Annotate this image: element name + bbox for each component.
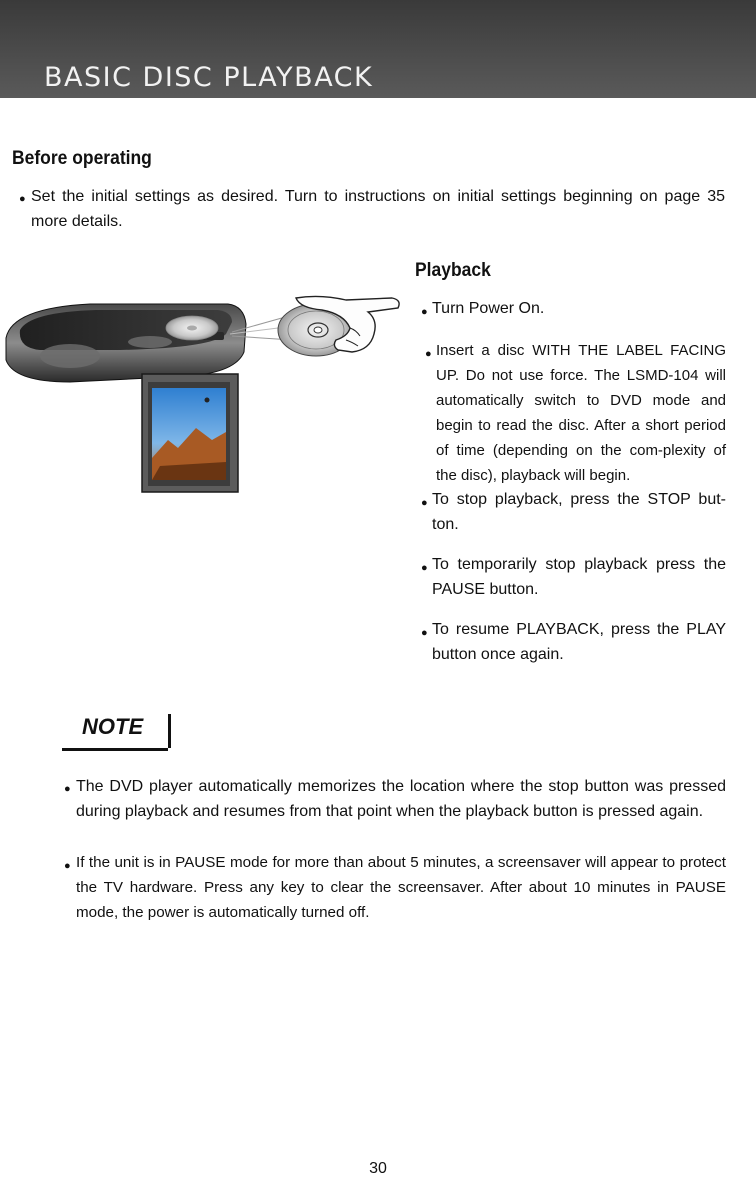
bullet-icon: ● — [421, 306, 428, 318]
note-item-screensaver: If the unit is in PAUSE mode for more than about 5 minutes, a screensaver will appear to protect the TV hardware. Press any key to clear the screensaver. After about 10 minutes in PAUSE mode, the power is automatically turned off. — [76, 854, 726, 921]
note-label-box — [62, 714, 168, 751]
playback-item-pause: To temporarily stop playback press the PAUSE button. — [432, 556, 726, 598]
page-header — [0, 0, 756, 98]
playback-item-stop: To stop playback, press the STOP but-ton. — [432, 491, 726, 533]
bullet-icon: ● — [421, 562, 428, 574]
bullet-icon: ● — [421, 627, 428, 639]
bullet-icon: ● — [64, 783, 71, 795]
bullet-icon: ● — [421, 497, 428, 509]
note-label: NOTE — [82, 714, 144, 739]
before-operating-heading: Before operating — [12, 148, 152, 169]
before-operating-text: Set the initial settings as desired. Turn to instructions on initial settings beginning on page 35 more details. — [31, 188, 725, 230]
playback-item-power: Turn Power On. — [432, 300, 545, 317]
page-number: 30 — [369, 1160, 387, 1177]
playback-heading: Playback — [415, 260, 491, 281]
dvd-player-illustration — [0, 290, 404, 505]
bullet-icon: ● — [425, 348, 432, 360]
page-title: BASIC DISC PLAYBACK — [44, 62, 374, 93]
bullet-icon: ● — [64, 860, 71, 872]
playback-item-insert-disc: Insert a disc WITH THE LABEL FACING UP. Do not use force. The LSMD-104 will automatically switch to DVD mode and begin to read the disc. After a short period of time (depending on the com-plexity of the disc), playback will begin. — [436, 342, 726, 484]
note-item-resume: The DVD player automatically memorizes the location where the stop button was pressed during playback and resumes from that point when the playback button is pressed again. — [76, 778, 726, 820]
bullet-icon: ● — [19, 193, 26, 205]
playback-item-resume: To resume PLAYBACK, press the PLAY button once again. — [432, 621, 726, 663]
